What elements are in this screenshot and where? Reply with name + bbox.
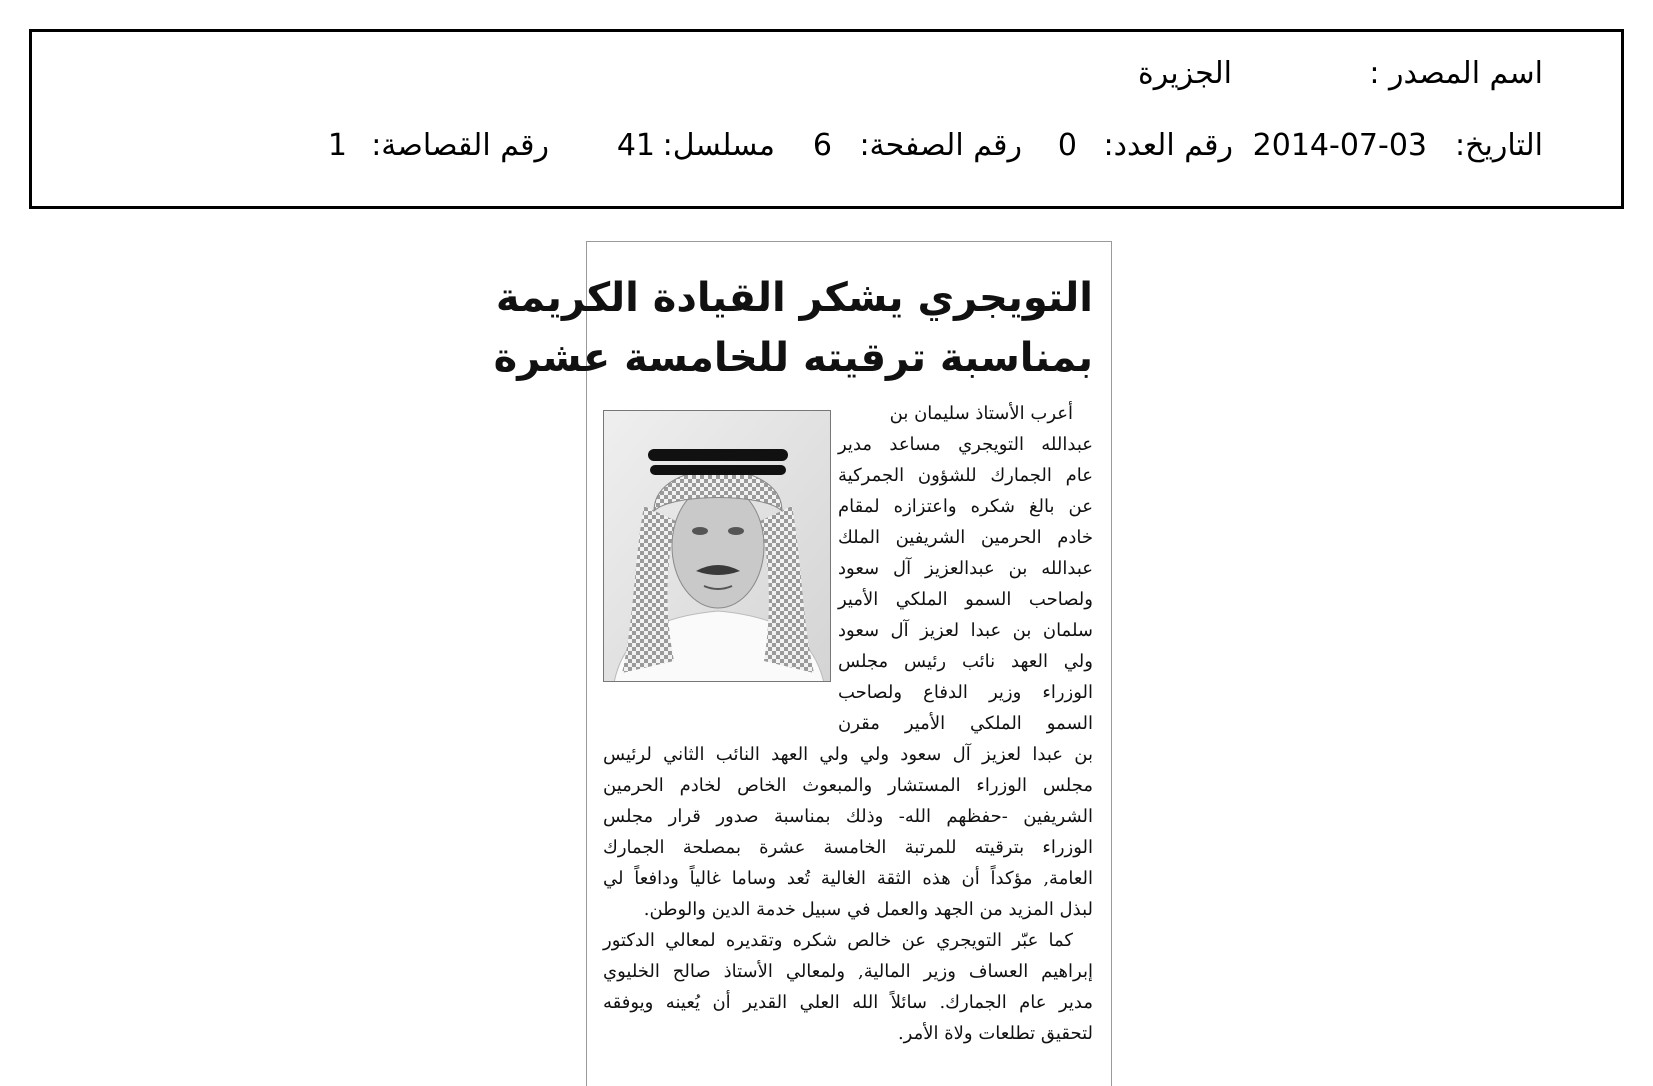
- body-line-13: مجلس الوزراء المستشار والمبعوث الخاص لخادم الحرمين: [603, 775, 1093, 796]
- clip-value: 1: [327, 128, 347, 163]
- portrait-icon: [604, 411, 831, 682]
- serial-label: مسلسل:: [662, 128, 775, 163]
- headline-line-2: بمناسبة ترقيته للخامسة عشرة: [493, 335, 1093, 381]
- body-line-19: إبراهيم العساف وزير المالية, ولمعالي الأستاذ صالح الخليوي: [603, 961, 1093, 982]
- body-line-20: مدير عام الجمارك. سائلاً الله العلي القدير أن يُعينه ويوفقه: [603, 992, 1093, 1013]
- body-line-7: ولصاحب السمو الملكي الأمير: [838, 589, 1093, 610]
- body-line-11: السمو الملكي الأمير مقرن: [838, 713, 1093, 734]
- body-line-2: عبدالله التويجري مساعد مدير: [838, 434, 1093, 455]
- body-line-8: سلمان بن عبدا لعزيز آل سعود: [838, 620, 1093, 641]
- clip-label: رقم القصاصة:: [371, 128, 549, 163]
- issue-label: رقم العدد:: [1103, 128, 1233, 163]
- page-label: رقم الصفحة:: [859, 128, 1022, 163]
- source-metadata-box: [29, 29, 1624, 209]
- body-line-4: عن بالغ شكره واعتزازه لمقام: [838, 496, 1093, 517]
- portrait-photo: [603, 410, 831, 682]
- body-line-14: الشريفين -حفظهم الله- وذلك بمناسبة صدور قرار مجلس: [603, 806, 1093, 827]
- body-line-9: ولي العهد نائب رئيس مجلس: [838, 651, 1093, 672]
- page-value: 6: [812, 128, 832, 163]
- source-label: اسم المصدر :: [1369, 56, 1543, 91]
- body-line-18: كما عبّر التويجري عن خالص شكره وتقديره لمعالي الدكتور: [603, 930, 1073, 951]
- body-line-12: بن عبدا لعزيز آل سعود ولي ولي العهد النائب الثاني لرئيس: [603, 744, 1093, 765]
- date-label: التاريخ:: [1455, 128, 1543, 163]
- source-value: الجزيرة: [1137, 56, 1232, 91]
- source-row: [32, 56, 1627, 96]
- body-line-1: أعرب الأستاذ سليمان بن: [889, 403, 1073, 424]
- body-line-16: العامة, مؤكداً أن هذه الثقة الغالية تُعد وساما غالياً ودافعاً لي: [603, 868, 1093, 889]
- issue-value: 0: [1057, 128, 1077, 163]
- date-value: 2014-07-03: [1252, 128, 1427, 163]
- newspaper-clipping: [493, 241, 1112, 1086]
- serial-value: 41: [616, 128, 655, 163]
- body-line-21: لتحقيق تطلعات ولاة الأمر.: [897, 1023, 1093, 1044]
- details-row: [32, 128, 1627, 168]
- headline-line-1: التويجري يشكر القيادة الكريمة: [495, 275, 1093, 321]
- body-line-17: لبذل المزيد من الجهد والعمل في سبيل خدمة الدين والوطن.: [643, 899, 1093, 920]
- body-line-15: الوزراء بترقيته للمرتبة الخامسة عشرة بمصلحة الجمارك: [603, 837, 1093, 858]
- body-line-5: خادم الحرمين الشريفين الملك: [838, 527, 1093, 548]
- body-line-10: الوزراء وزير الدفاع ولصاحب: [838, 682, 1093, 703]
- body-line-3: عام الجمارك للشؤون الجمركية: [838, 465, 1093, 486]
- body-line-6: عبدالله بن عبدالعزيز آل سعود: [838, 558, 1093, 579]
